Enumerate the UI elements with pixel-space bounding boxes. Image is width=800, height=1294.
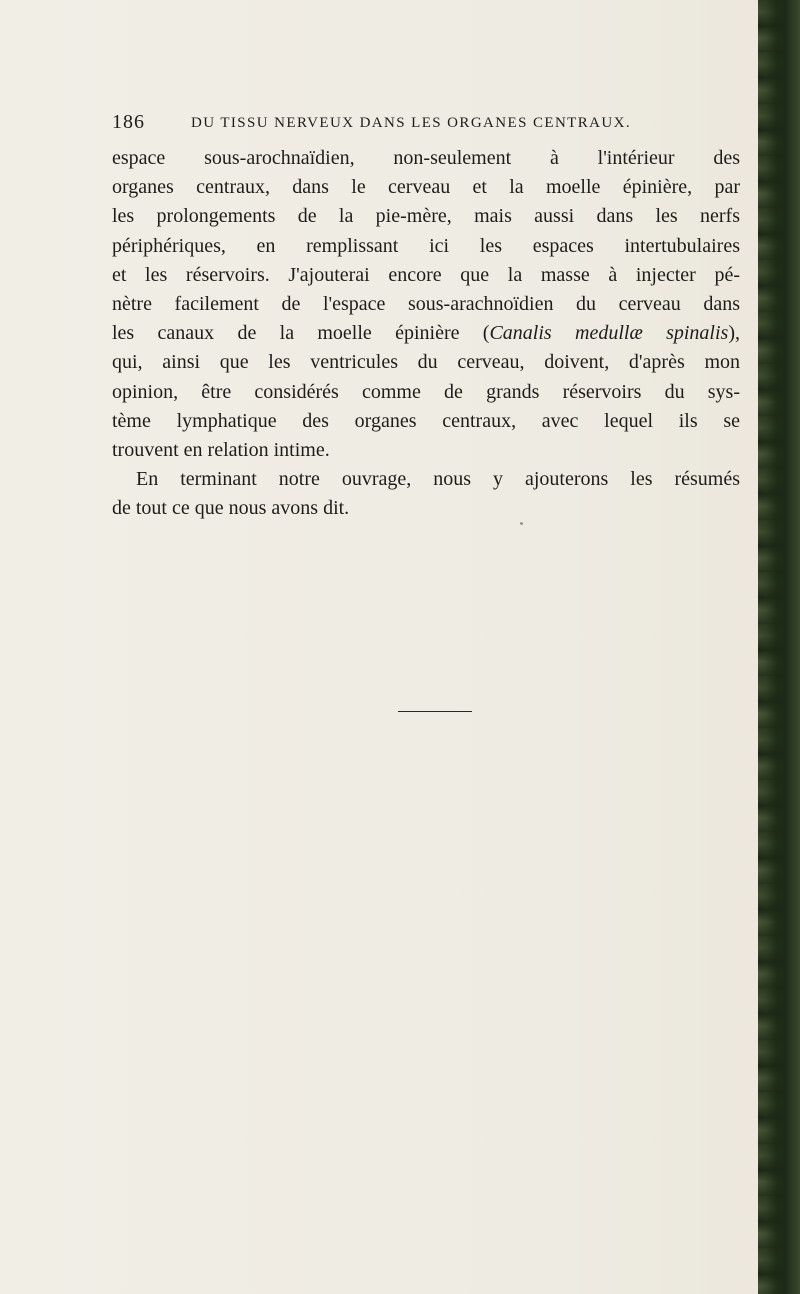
page-number: 186 bbox=[112, 111, 145, 133]
text-line-7-end: ), bbox=[728, 322, 740, 345]
text-line-4: périphériques, en remplissant ici les espaces intertubulaires bbox=[112, 234, 740, 257]
text-line-10: tème lymphatique des organes centraux, avec lequel ils se bbox=[112, 409, 740, 432]
latin-term: Canalis medullæ spinalis bbox=[489, 322, 729, 345]
text-line-2: organes centraux, dans le cerveau et la moelle épinière, par bbox=[112, 176, 740, 199]
paper-speck bbox=[520, 522, 523, 525]
end-rule bbox=[398, 711, 472, 712]
body-text bbox=[112, 144, 740, 523]
text-line-12: En terminant notre ouvrage, nous y ajouterons les résumés bbox=[136, 468, 740, 491]
text-line-7 bbox=[112, 319, 740, 348]
running-head: DU TISSU NERVEUX DANS LES ORGANES CENTRAUX. bbox=[191, 115, 631, 131]
page-header bbox=[112, 110, 672, 134]
text-line-8: qui, ainsi que les ventricules du cerveau, doivent, d'après mon bbox=[112, 351, 740, 374]
book-spine-edge bbox=[758, 0, 800, 1294]
text-line-5: et les réservoirs. J'ajouterai encore que la masse à injecter pé- bbox=[112, 263, 740, 286]
text-line-11: trouvent en relation intime. bbox=[112, 438, 330, 461]
text-line-6: nètre facilement de l'espace sous-arachnoïdien du cerveau dans bbox=[112, 292, 740, 315]
text-line-1: espace sous-arochnaïdien, non-seulement à l'intérieur des bbox=[112, 147, 740, 169]
text-line-9: opinion, être considérés comme de grands réservoirs du sys- bbox=[112, 380, 740, 403]
text-line-3: les prolongements de la pie-mère, mais aussi dans les nerfs bbox=[112, 205, 740, 228]
text-line-13: de tout ce que nous avons dit. bbox=[112, 497, 350, 520]
text-line-7-start: les canaux de la moelle épinière ( bbox=[112, 322, 490, 345]
